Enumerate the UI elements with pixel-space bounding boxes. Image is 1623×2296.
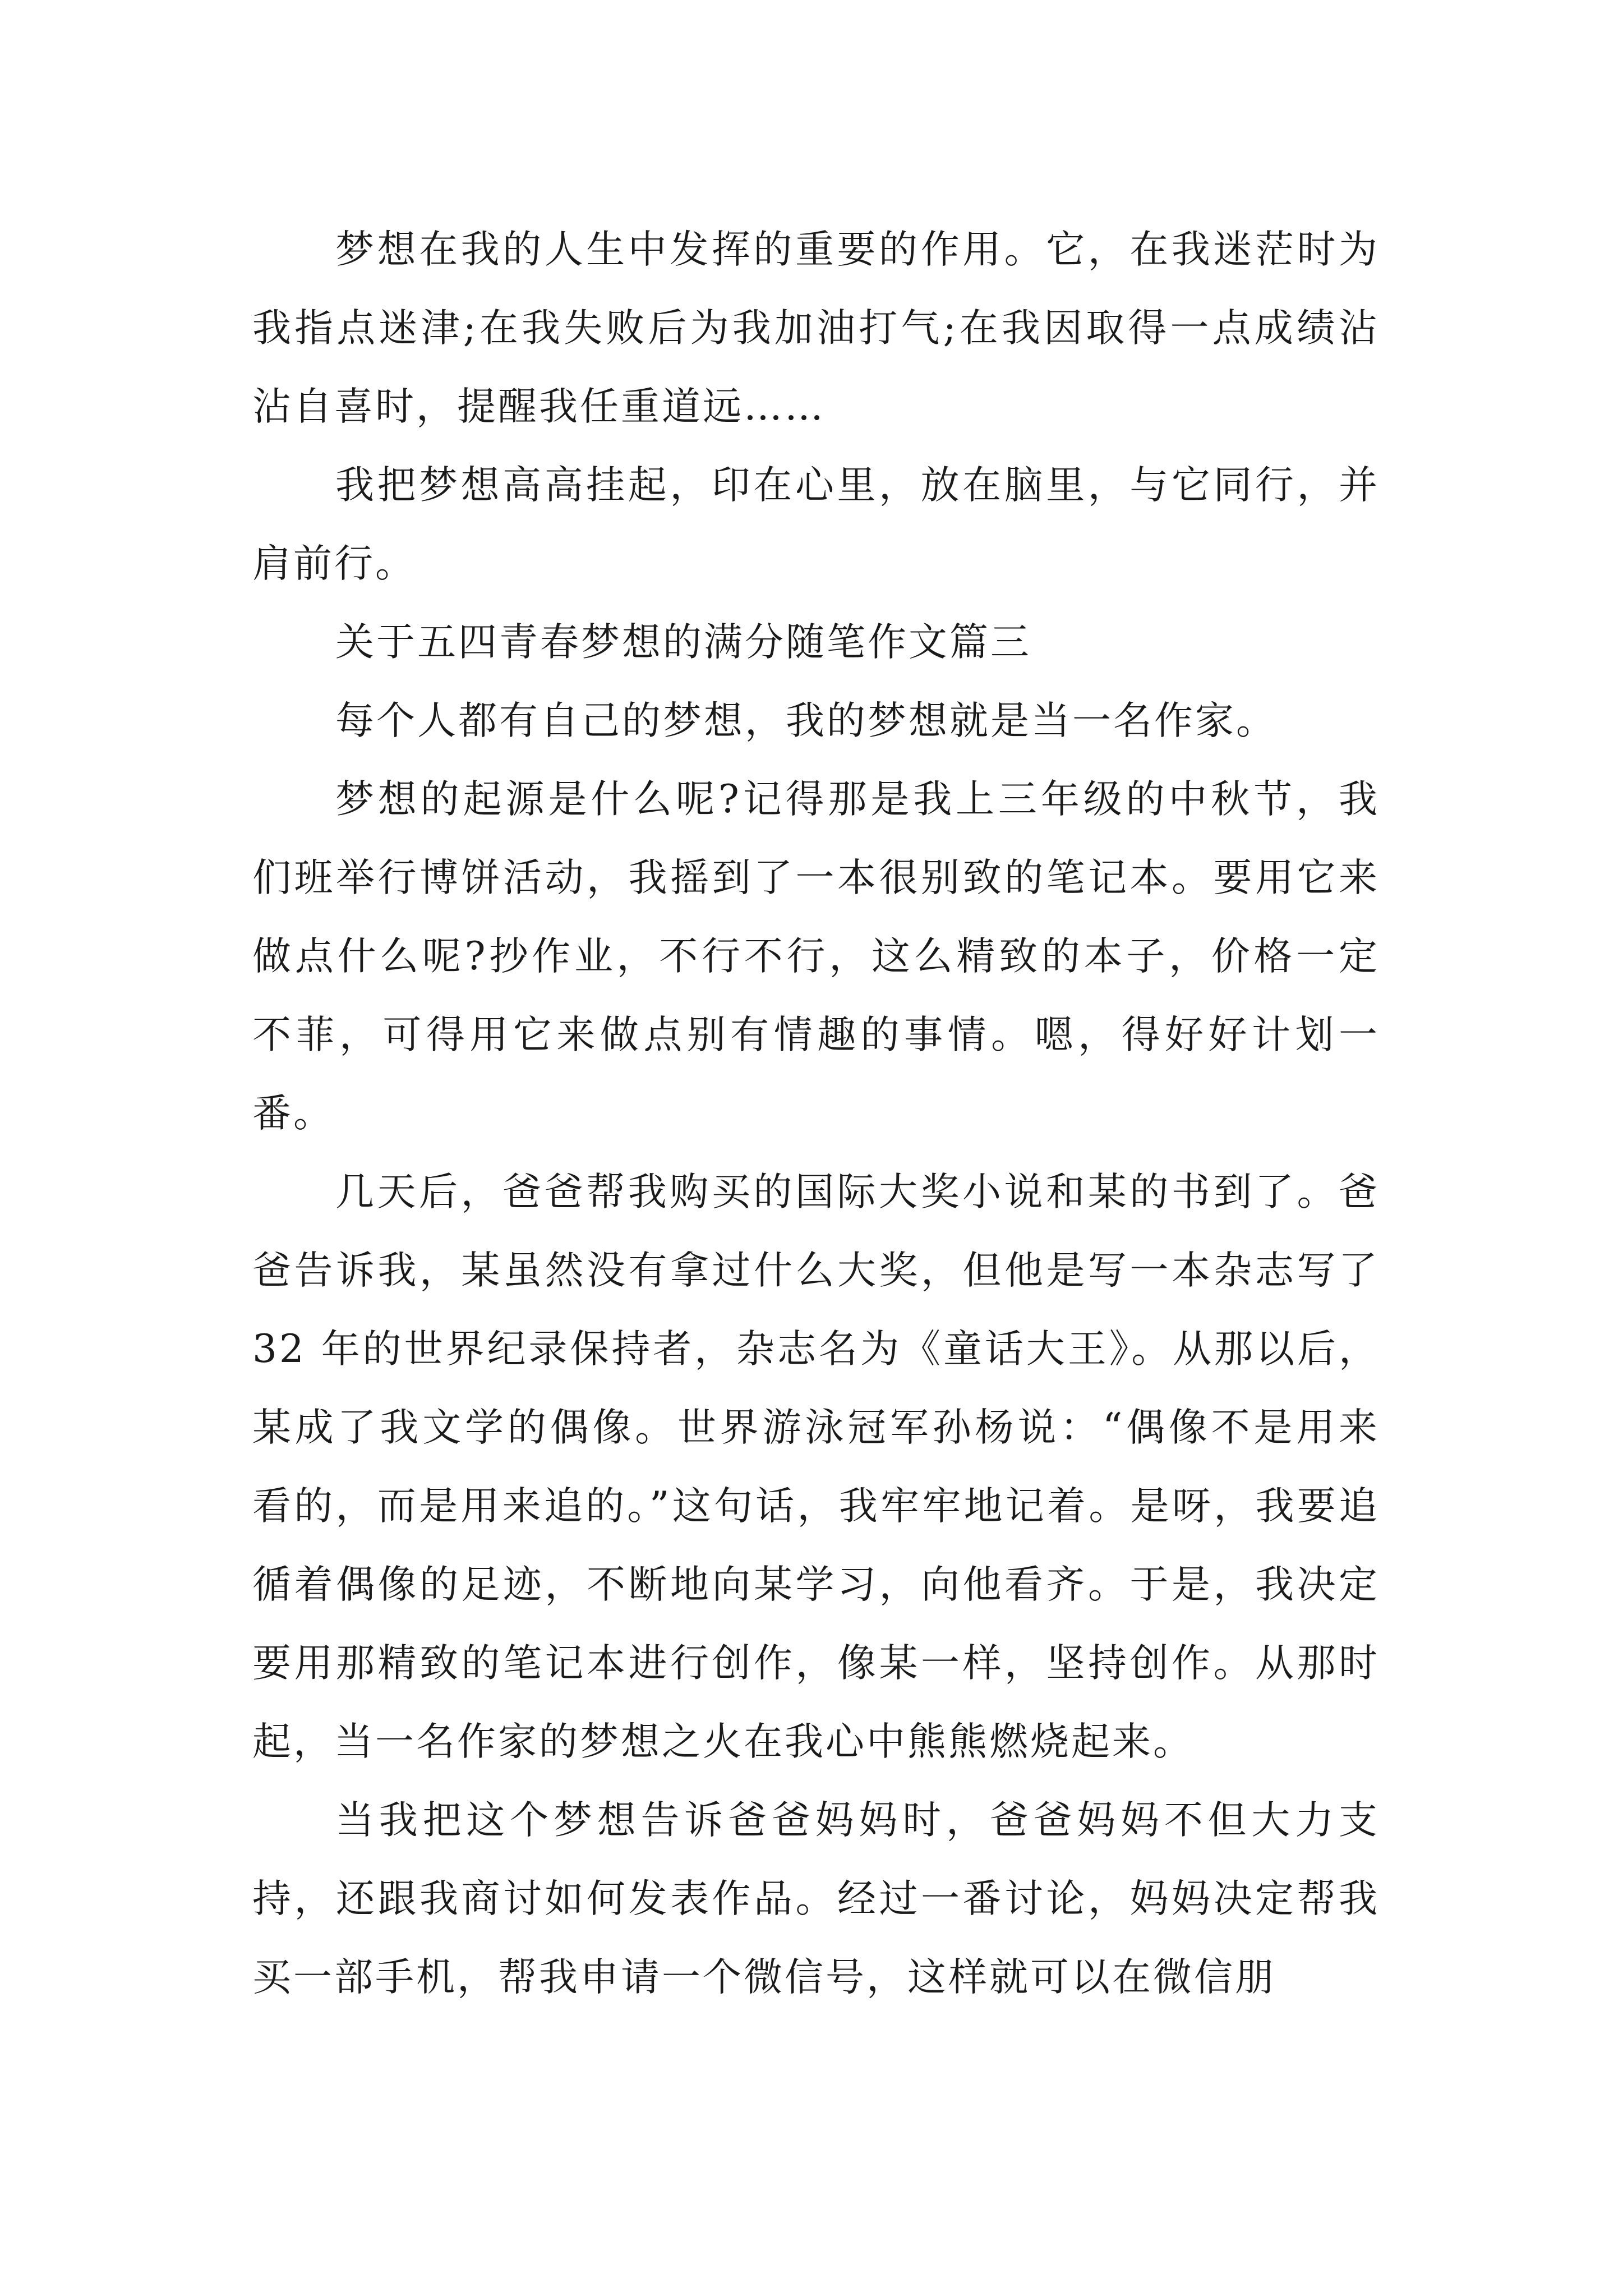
paragraph-dream-hung-high: 我把梦想高高挂起，印在心里，放在脑里，与它同行，并肩前行。 (252, 463, 1380, 586)
paragraph-writer-dream: 每个人都有自己的梦想，我的梦想就是当一名作家。 (335, 698, 1277, 743)
paragraph-dream-origin: 梦想的起源是什么呢?记得那是我上三年级的中秋节，我们班举行博饼活动，我摇到了一本很别致的笔记本。要用它来做点什么呢?抄作业，不行不行，这么精致的本子，价格一定不菲，可得用它来做点别有情趣的事情。嗯，得好好计划一番。 (252, 777, 1380, 1136)
paragraph-idol: 几天后，爸爸帮我购买的国际大奖小说和某的书到了。爸爸告诉我，某虽然没有拿过什么大奖，但他是写一本杂志写了 32 年的世界纪录保持者，杂志名为《童话大王》。从那以后，某成了我文学的偶像。世界游泳冠军孙杨说：“偶像不是用来看的，而是用来追的。”这句话，我牢牢地记着。是呀，我要追循着偶像的足迹，不断地向某学习，向他看齐。于是，我决定要用那精致的笔记本进行创作，像某一样，坚持创作。从那时起，当一名作家的梦想之火在我心中熊熊燃烧起来。 (252, 1170, 1380, 1764)
section-heading: 关于五四青春梦想的满分随笔作文篇三 (335, 620, 1031, 665)
paragraph-dream-role: 梦想在我的人生中发挥的重要的作用。它，在我迷茫时为我指点迷津;在我失败后为我加油打气;在我因取得一点成绩沾沾自喜时，提醒我任重道远…… (252, 227, 1380, 429)
document-body (252, 210, 1380, 2017)
paragraph-parents-support: 当我把这个梦想告诉爸爸妈妈时，爸爸妈妈不但大力支持，还跟我商讨如何发表作品。经过一番讨论，妈妈决定帮我买一部手机，帮我申请一个微信号，这样就可以在微信朋 (252, 1798, 1380, 2000)
